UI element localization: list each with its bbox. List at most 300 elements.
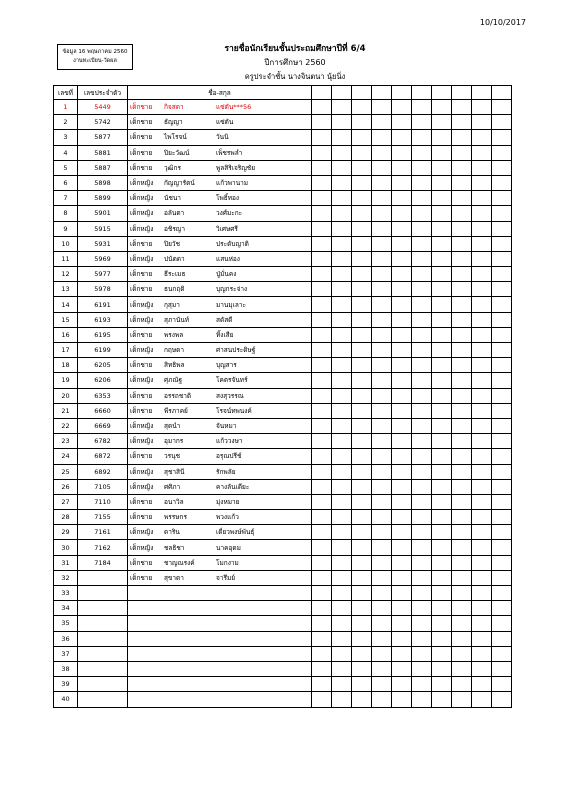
- blank-cell: [352, 312, 372, 327]
- name-prefix: เด็กชาย: [130, 513, 153, 522]
- blank-cell: [392, 646, 412, 661]
- blank-cell: [412, 282, 432, 297]
- student-id: 6193: [78, 312, 128, 327]
- blank-cell: [412, 616, 432, 631]
- blank-cell: [392, 343, 412, 358]
- blank-cell: [352, 494, 372, 509]
- blank-cell: [392, 418, 412, 433]
- student-name: [128, 130, 312, 145]
- first-name: ศุภณัฐ: [164, 376, 183, 385]
- blank-cell: [452, 692, 472, 707]
- blank-cell: [492, 206, 512, 221]
- blank-cell: [372, 388, 392, 403]
- last-name: สดัสดี: [216, 315, 233, 324]
- blank-cell: [492, 418, 512, 433]
- first-name: ปิยะวัฒน์: [164, 148, 190, 157]
- blank-cell: [492, 100, 512, 115]
- first-name: ชาญณรงค์: [164, 558, 195, 567]
- blank-cell: [412, 646, 432, 661]
- student-number: 39: [54, 677, 78, 692]
- blank-cell: [392, 601, 412, 616]
- blank-cell: [312, 586, 332, 601]
- blank-cell: [372, 236, 392, 251]
- blank-cell: [332, 115, 352, 130]
- name-prefix: เด็กหญิง: [130, 300, 154, 309]
- table-row: [54, 510, 512, 525]
- last-name: รักพลัย: [216, 467, 236, 476]
- column-header-name: ชื่อ-สกุล: [128, 86, 312, 100]
- blank-cell: [312, 358, 332, 373]
- blank-cell: [312, 145, 332, 160]
- student-name: [128, 570, 312, 585]
- blank-cell: [372, 282, 392, 297]
- student-number: 13: [54, 282, 78, 297]
- blank-cell: [312, 297, 332, 312]
- student-number: 36: [54, 631, 78, 646]
- blank-cell: [452, 677, 472, 692]
- student-name: [128, 206, 312, 221]
- blank-cell: [472, 251, 492, 266]
- blank-cell: [452, 525, 472, 540]
- blank-cell: [332, 282, 352, 297]
- blank-cell: [372, 130, 392, 145]
- blank-cell: [372, 221, 392, 236]
- first-name: ปิยวัช: [164, 239, 180, 248]
- blank-cell: [412, 479, 432, 494]
- blank-cell: [412, 692, 432, 707]
- blank-cell: [352, 373, 372, 388]
- student-id: 5449: [78, 100, 128, 115]
- blank-cell: [472, 631, 492, 646]
- student-id: [78, 631, 128, 646]
- student-name: [128, 251, 312, 266]
- blank-cell: [452, 434, 472, 449]
- blank-cell: [472, 646, 492, 661]
- student-name: [128, 540, 312, 555]
- blank-cell: [472, 130, 492, 145]
- blank-cell: [332, 403, 352, 418]
- blank-cell: [452, 540, 472, 555]
- student-name: [128, 373, 312, 388]
- blank-cell: [392, 236, 412, 251]
- blank-cell: [472, 479, 492, 494]
- last-name: แซ่ตัน***56: [216, 103, 252, 112]
- student-name: [128, 601, 312, 616]
- column-header-blank: [412, 86, 432, 100]
- blank-cell: [412, 251, 432, 266]
- student-name: [128, 479, 312, 494]
- student-id: 6199: [78, 343, 128, 358]
- blank-cell: [472, 373, 492, 388]
- blank-cell: [372, 525, 392, 540]
- blank-cell: [392, 555, 412, 570]
- blank-cell: [352, 160, 372, 175]
- student-id: [78, 646, 128, 661]
- name-prefix: เด็กชาย: [130, 133, 153, 142]
- name-prefix: เด็กหญิง: [130, 179, 154, 188]
- blank-cell: [492, 494, 512, 509]
- blank-cell: [392, 327, 412, 342]
- blank-cell: [432, 160, 452, 175]
- blank-cell: [372, 267, 392, 282]
- blank-cell: [412, 388, 432, 403]
- blank-cell: [392, 388, 412, 403]
- blank-cell: [412, 327, 432, 342]
- blank-cell: [492, 115, 512, 130]
- table-row: [54, 358, 512, 373]
- last-name: บุญสาร: [216, 361, 237, 370]
- blank-cell: [452, 206, 472, 221]
- blank-cell: [492, 175, 512, 190]
- student-id: 6660: [78, 403, 128, 418]
- last-name: แสนห่อง: [216, 254, 240, 263]
- blank-cell: [432, 418, 452, 433]
- blank-cell: [492, 555, 512, 570]
- blank-cell: [312, 434, 332, 449]
- blank-cell: [432, 297, 452, 312]
- blank-cell: [372, 449, 392, 464]
- student-id: 6191: [78, 297, 128, 312]
- student-number: 34: [54, 601, 78, 616]
- blank-cell: [412, 525, 432, 540]
- student-id: [78, 692, 128, 707]
- blank-cell: [372, 692, 392, 707]
- table-row: [54, 145, 512, 160]
- blank-cell: [452, 312, 472, 327]
- blank-cell: [452, 494, 472, 509]
- table-header-row: [54, 86, 512, 100]
- name-prefix: เด็กชาย: [130, 103, 153, 112]
- blank-cell: [312, 100, 332, 115]
- blank-cell: [372, 175, 392, 190]
- table-row: [54, 236, 512, 251]
- student-name: [128, 145, 312, 160]
- blank-cell: [312, 115, 332, 130]
- blank-cell: [452, 100, 472, 115]
- academic-year: ปีการศึกษา 2560: [264, 58, 326, 67]
- blank-cell: [352, 525, 372, 540]
- first-name: กุสุมา: [164, 300, 180, 309]
- blank-cell: [492, 236, 512, 251]
- blank-cell: [312, 343, 332, 358]
- last-name: ปู่มั่นคง: [216, 270, 237, 279]
- blank-cell: [472, 160, 492, 175]
- last-name: บุญกระจ่าง: [216, 285, 248, 294]
- blank-cell: [452, 631, 472, 646]
- column-header-blank: [432, 86, 452, 100]
- blank-cell: [312, 282, 332, 297]
- blank-cell: [352, 358, 372, 373]
- blank-cell: [372, 206, 392, 221]
- blank-cell: [412, 510, 432, 525]
- blank-cell: [432, 449, 452, 464]
- blank-cell: [412, 175, 432, 190]
- blank-cell: [492, 631, 512, 646]
- blank-cell: [352, 297, 372, 312]
- blank-cell: [372, 160, 392, 175]
- blank-cell: [312, 555, 332, 570]
- last-name: สงสุวรรณ: [216, 391, 244, 400]
- blank-cell: [312, 418, 332, 433]
- student-id: 6353: [78, 388, 128, 403]
- blank-cell: [432, 282, 452, 297]
- blank-cell: [492, 221, 512, 236]
- blank-cell: [372, 586, 392, 601]
- blank-cell: [332, 555, 352, 570]
- name-prefix: เด็กชาย: [130, 163, 153, 172]
- student-number: 33: [54, 586, 78, 601]
- blank-cell: [392, 494, 412, 509]
- blank-cell: [472, 540, 492, 555]
- blank-cell: [392, 100, 412, 115]
- blank-cell: [372, 373, 392, 388]
- name-prefix: เด็กหญิง: [130, 224, 154, 233]
- blank-cell: [332, 601, 352, 616]
- student-name: [128, 236, 312, 251]
- blank-cell: [432, 130, 452, 145]
- name-prefix: เด็กหญิง: [130, 543, 154, 552]
- blank-cell: [352, 100, 372, 115]
- blank-cell: [492, 358, 512, 373]
- student-name: [128, 358, 312, 373]
- student-number: 2: [54, 115, 78, 130]
- blank-cell: [432, 145, 452, 160]
- blank-cell: [332, 464, 352, 479]
- student-id: 6872: [78, 449, 128, 464]
- blank-cell: [332, 358, 352, 373]
- last-name: แก้ววงษา: [216, 437, 243, 446]
- blank-cell: [412, 555, 432, 570]
- student-number: 30: [54, 540, 78, 555]
- student-id: 7105: [78, 479, 128, 494]
- student-number: 35: [54, 616, 78, 631]
- student-number: 8: [54, 206, 78, 221]
- blank-cell: [312, 191, 332, 206]
- blank-cell: [412, 494, 432, 509]
- blank-cell: [492, 297, 512, 312]
- student-number: 5: [54, 160, 78, 175]
- blank-cell: [432, 115, 452, 130]
- blank-cell: [472, 206, 492, 221]
- name-prefix: เด็กหญิง: [130, 437, 154, 446]
- blank-cell: [452, 343, 472, 358]
- student-id: [78, 661, 128, 676]
- blank-cell: [352, 677, 372, 692]
- blank-cell: [472, 464, 492, 479]
- blank-cell: [392, 145, 412, 160]
- student-number: 37: [54, 646, 78, 661]
- blank-cell: [352, 115, 372, 130]
- blank-cell: [312, 312, 332, 327]
- name-prefix: เด็กหญิง: [130, 482, 154, 491]
- student-number: 3: [54, 130, 78, 145]
- column-header-number: เลขที่: [54, 86, 78, 100]
- blank-cell: [452, 267, 472, 282]
- blank-cell: [332, 692, 352, 707]
- last-name: วันนิ: [216, 133, 229, 142]
- blank-cell: [492, 312, 512, 327]
- table-row: [54, 191, 512, 206]
- student-number: 10: [54, 236, 78, 251]
- blank-cell: [412, 601, 432, 616]
- table-row: [54, 403, 512, 418]
- blank-cell: [412, 464, 432, 479]
- table-row: [54, 631, 512, 646]
- student-name: [128, 221, 312, 236]
- student-roster-table: [53, 85, 512, 708]
- last-name: พูลสิริเจริญชัย: [216, 163, 256, 172]
- blank-cell: [332, 449, 352, 464]
- blank-cell: [352, 206, 372, 221]
- name-prefix: เด็กชาย: [130, 406, 153, 415]
- blank-cell: [392, 510, 412, 525]
- blank-cell: [312, 327, 332, 342]
- blank-cell: [332, 418, 352, 433]
- blank-cell: [372, 510, 392, 525]
- first-name: ปนัดดา: [164, 254, 185, 263]
- blank-cell: [332, 100, 352, 115]
- column-header-blank: [452, 86, 472, 100]
- blank-cell: [352, 601, 372, 616]
- blank-cell: [472, 601, 492, 616]
- name-prefix: เด็กชาย: [130, 148, 153, 157]
- blank-cell: [432, 175, 452, 190]
- blank-cell: [352, 646, 372, 661]
- table-row: [54, 418, 512, 433]
- blank-cell: [312, 206, 332, 221]
- name-prefix: เด็กชาย: [130, 391, 153, 400]
- blank-cell: [412, 297, 432, 312]
- roster-body: [54, 100, 512, 708]
- student-name: [128, 191, 312, 206]
- blank-cell: [412, 191, 432, 206]
- blank-cell: [352, 586, 372, 601]
- blank-cell: [472, 343, 492, 358]
- blank-cell: [352, 251, 372, 266]
- blank-cell: [492, 510, 512, 525]
- blank-cell: [452, 221, 472, 236]
- blank-cell: [412, 403, 432, 418]
- blank-cell: [312, 661, 332, 676]
- blank-cell: [312, 525, 332, 540]
- student-name: [128, 388, 312, 403]
- blank-cell: [432, 570, 452, 585]
- first-name: ชลธิชา: [164, 543, 185, 552]
- blank-cell: [412, 130, 432, 145]
- name-prefix: เด็กชาย: [130, 239, 153, 248]
- blank-cell: [412, 100, 432, 115]
- blank-cell: [372, 601, 392, 616]
- student-id: 5969: [78, 251, 128, 266]
- blank-cell: [452, 282, 472, 297]
- blank-cell: [492, 646, 512, 661]
- student-id: 5881: [78, 145, 128, 160]
- name-prefix: เด็กหญิง: [130, 528, 154, 537]
- blank-cell: [472, 115, 492, 130]
- blank-cell: [312, 692, 332, 707]
- blank-cell: [412, 586, 432, 601]
- student-id: 6669: [78, 418, 128, 433]
- blank-cell: [412, 418, 432, 433]
- print-date: 10/10/2017: [479, 18, 526, 27]
- student-name: [128, 175, 312, 190]
- blank-cell: [412, 661, 432, 676]
- table-row: [54, 267, 512, 282]
- student-id: 5742: [78, 115, 128, 130]
- student-number: 9: [54, 221, 78, 236]
- student-name: [128, 510, 312, 525]
- blank-cell: [372, 327, 392, 342]
- blank-cell: [312, 236, 332, 251]
- last-name: มานมุเลาะ: [216, 300, 247, 309]
- blank-cell: [392, 267, 412, 282]
- last-name: ศาสนประดิษฐ์: [216, 346, 256, 355]
- blank-cell: [432, 388, 452, 403]
- blank-cell: [392, 661, 412, 676]
- blank-cell: [372, 403, 392, 418]
- blank-cell: [332, 677, 352, 692]
- blank-cell: [412, 160, 432, 175]
- page-title: รายชื่อนักเรียนชั้นประถมศึกษาปีที่ 6/4: [224, 44, 366, 54]
- blank-cell: [332, 343, 352, 358]
- name-prefix: เด็กชาย: [130, 452, 153, 461]
- blank-cell: [432, 327, 452, 342]
- blank-cell: [352, 145, 372, 160]
- blank-cell: [392, 251, 412, 266]
- last-name: นาคอุดม: [216, 543, 241, 552]
- blank-cell: [352, 191, 372, 206]
- blank-cell: [492, 464, 512, 479]
- blank-cell: [372, 616, 392, 631]
- blank-cell: [392, 373, 412, 388]
- blank-cell: [352, 570, 372, 585]
- blank-cell: [472, 191, 492, 206]
- student-name: [128, 160, 312, 175]
- blank-cell: [472, 267, 492, 282]
- student-name: [128, 494, 312, 509]
- name-prefix: เด็กชาย: [130, 285, 153, 294]
- blank-cell: [312, 570, 332, 585]
- first-name: พีรภาคย์: [164, 406, 188, 415]
- student-id: 5899: [78, 191, 128, 206]
- last-name: ประดับญาติ: [216, 239, 249, 248]
- student-name: [128, 267, 312, 282]
- student-name: [128, 100, 312, 115]
- blank-cell: [352, 464, 372, 479]
- table-row: [54, 327, 512, 342]
- blank-cell: [472, 312, 492, 327]
- blank-cell: [332, 145, 352, 160]
- blank-cell: [392, 586, 412, 601]
- blank-cell: [452, 175, 472, 190]
- blank-cell: [432, 555, 452, 570]
- blank-cell: [412, 570, 432, 585]
- blank-cell: [332, 388, 352, 403]
- blank-cell: [452, 586, 472, 601]
- blank-cell: [452, 160, 472, 175]
- student-name: [128, 692, 312, 707]
- data-date-label: ข้อมูล 16 พฤษภาคม 2560: [62, 49, 128, 55]
- table-row: [54, 282, 512, 297]
- blank-cell: [392, 616, 412, 631]
- first-name: อุมากร: [164, 437, 184, 446]
- blank-cell: [352, 692, 372, 707]
- blank-cell: [332, 479, 352, 494]
- blank-cell: [352, 282, 372, 297]
- blank-cell: [352, 418, 372, 433]
- blank-cell: [392, 130, 412, 145]
- student-name: [128, 555, 312, 570]
